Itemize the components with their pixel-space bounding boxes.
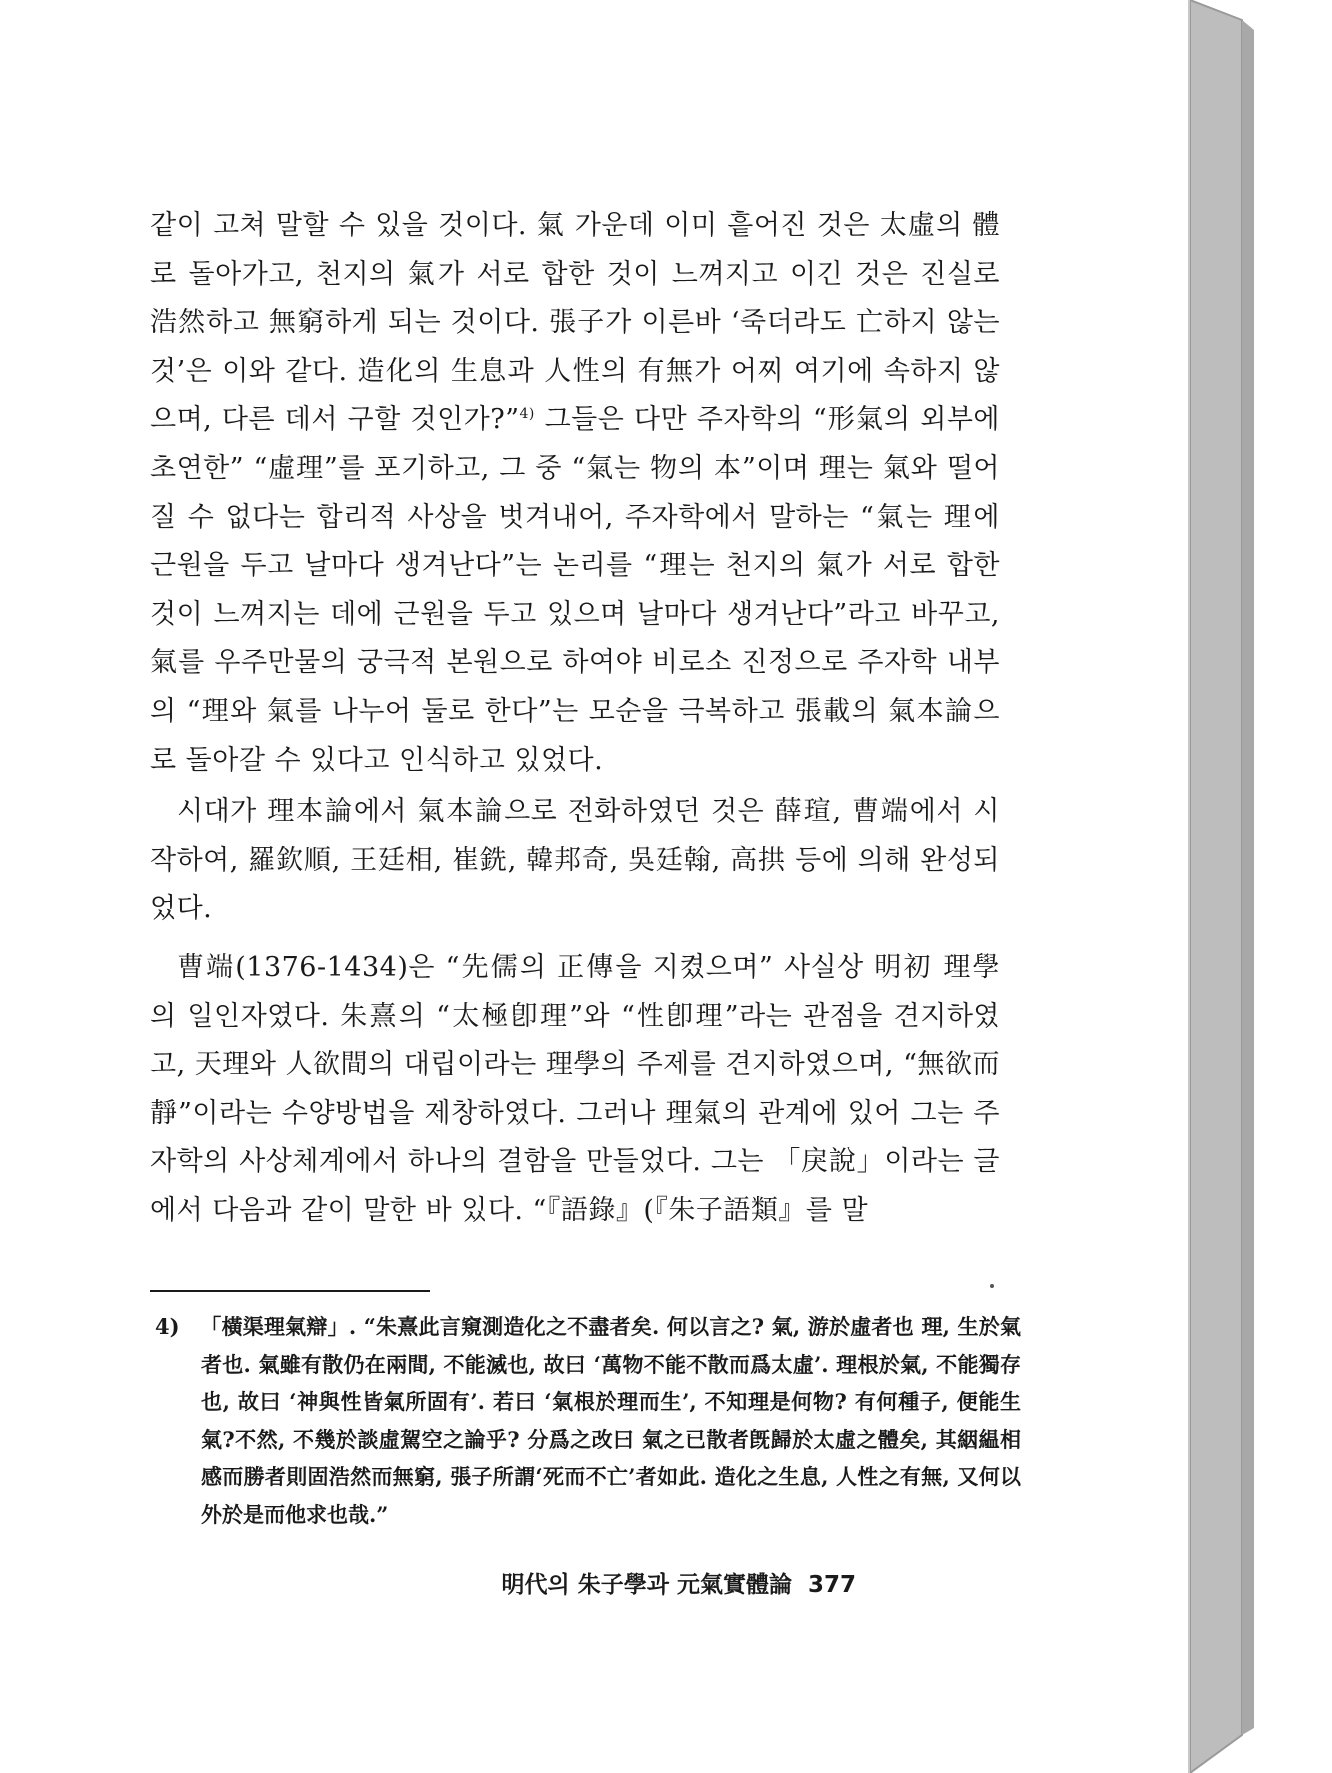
main-text (150, 202, 1000, 1235)
paragraph-1-text: 같이 고쳐 말할 수 있을 것이다. 氣 가운데 이미 흩어진 것은 太虛의 體로 돌아가고, 천지의 氣가 서로 합한 것이 느껴지고 이긴 것은 진실로 浩然하고 無窮하게 되는 것이다. 張子가 이른바 ‘죽더라도 亡하지 않는 것’은 이와 같다. 造化의 生息과 人性의 有無가 어찌 여기에 속하지 않으며, 다른 데서 구할 것인가?” (150, 210, 1000, 436)
footnote-4 (155, 1308, 1021, 1533)
paragraph-2: 시대가 理本論에서 氣本論으로 전화하였던 것은 薛瑄, 曹端에서 시작하여, 羅欽順, 王廷相, 崔銑, 韓邦奇, 吳廷翰, 高拱 등에 의해 완성되었다. (150, 796, 1000, 925)
running-title: 明代의 朱子學과 元氣實體論 (501, 1571, 792, 1598)
paragraph-1-continuation: 그들은 다만 주자학의 “形氣의 외부에 초연한” “虛理”를 포기하고, 그 중 “氣는 物의 本”이며 理는 氣와 떨어질 수 없다는 합리적 사상을 벗겨내어, 주자학에서 말하는 “氣는 理에 근원을 두고 날마다 생겨난다”는 논리를 “理는 천지의 氣가 서로 합한 것이 느껴지는 데에 근원을 두고 있으며 날마다 생겨난다”라고 바꾸고, 氣를 우주만물의 궁극적 본원으로 하여야 비로소 진정으로 주자학 내부의 “理와 氣를 나누어 둘로 한다”는 모순을 극복하고 張載의 氣本論으로 돌아갈 수 있다고 인식하고 있었다. (150, 404, 1001, 776)
footnote-mark (990, 1284, 994, 1288)
footnote-number: 4) (155, 1314, 180, 1339)
paragraph-3: 曹端(1376-1434)은 “先儒의 正傳을 지켰으며” 사실상 明初 理學의 일인자였다. 朱熹의 “太極卽理”와 “性卽理”라는 관점을 견지하였고, 天理와 人欲間의 대립이라는 理學의 주제를 견지하였으며, “無欲而靜”이라는 수양방법을 제창하였다. 그러나 理氣의 관계에 있어 그는 주자학의 사상체계에서 하나의 결함을 만들었다. 그는 「戾說」이라는 글에서 다음과 같이 말한 바 있다. “『語錄』(『朱子語類』를 말 (150, 951, 1000, 1226)
book-side-edge (1190, 0, 1332, 1773)
page-number: 377 (807, 1572, 856, 1598)
running-footer (502, 1566, 856, 1599)
footnote-text: 「橫渠理氣辯」. “朱熹此言窺測造化之不盡者矣. 何以言之? 氣, 游於虛者也 理, 生於氣者也. 氣雖有散仍在兩間, 不能滅也, 故曰 ‘萬物不能不散而爲太虛’. 理根於氣, 不能獨存也, 故曰 ‘神與性皆氣所固有’. 若曰 ‘氣根於理而生’, 不知理是何物? 有何種子, 便能生氣?不然, 不幾於談虛駕空之論乎? 分爲之改曰 氣之已散者旣歸於太虛之體矣, 其絪緼相感而勝者則固浩然而無窮, 張子所謂‘死而不亡’者如此. 造化之生息, 人性之有無, 又何以外於是而他求也哉.” (200, 1314, 1021, 1527)
footnote-divider (150, 1290, 430, 1292)
footnote-reference[interactable]: 4) (519, 406, 535, 423)
paragraph-1 (150, 202, 1000, 785)
